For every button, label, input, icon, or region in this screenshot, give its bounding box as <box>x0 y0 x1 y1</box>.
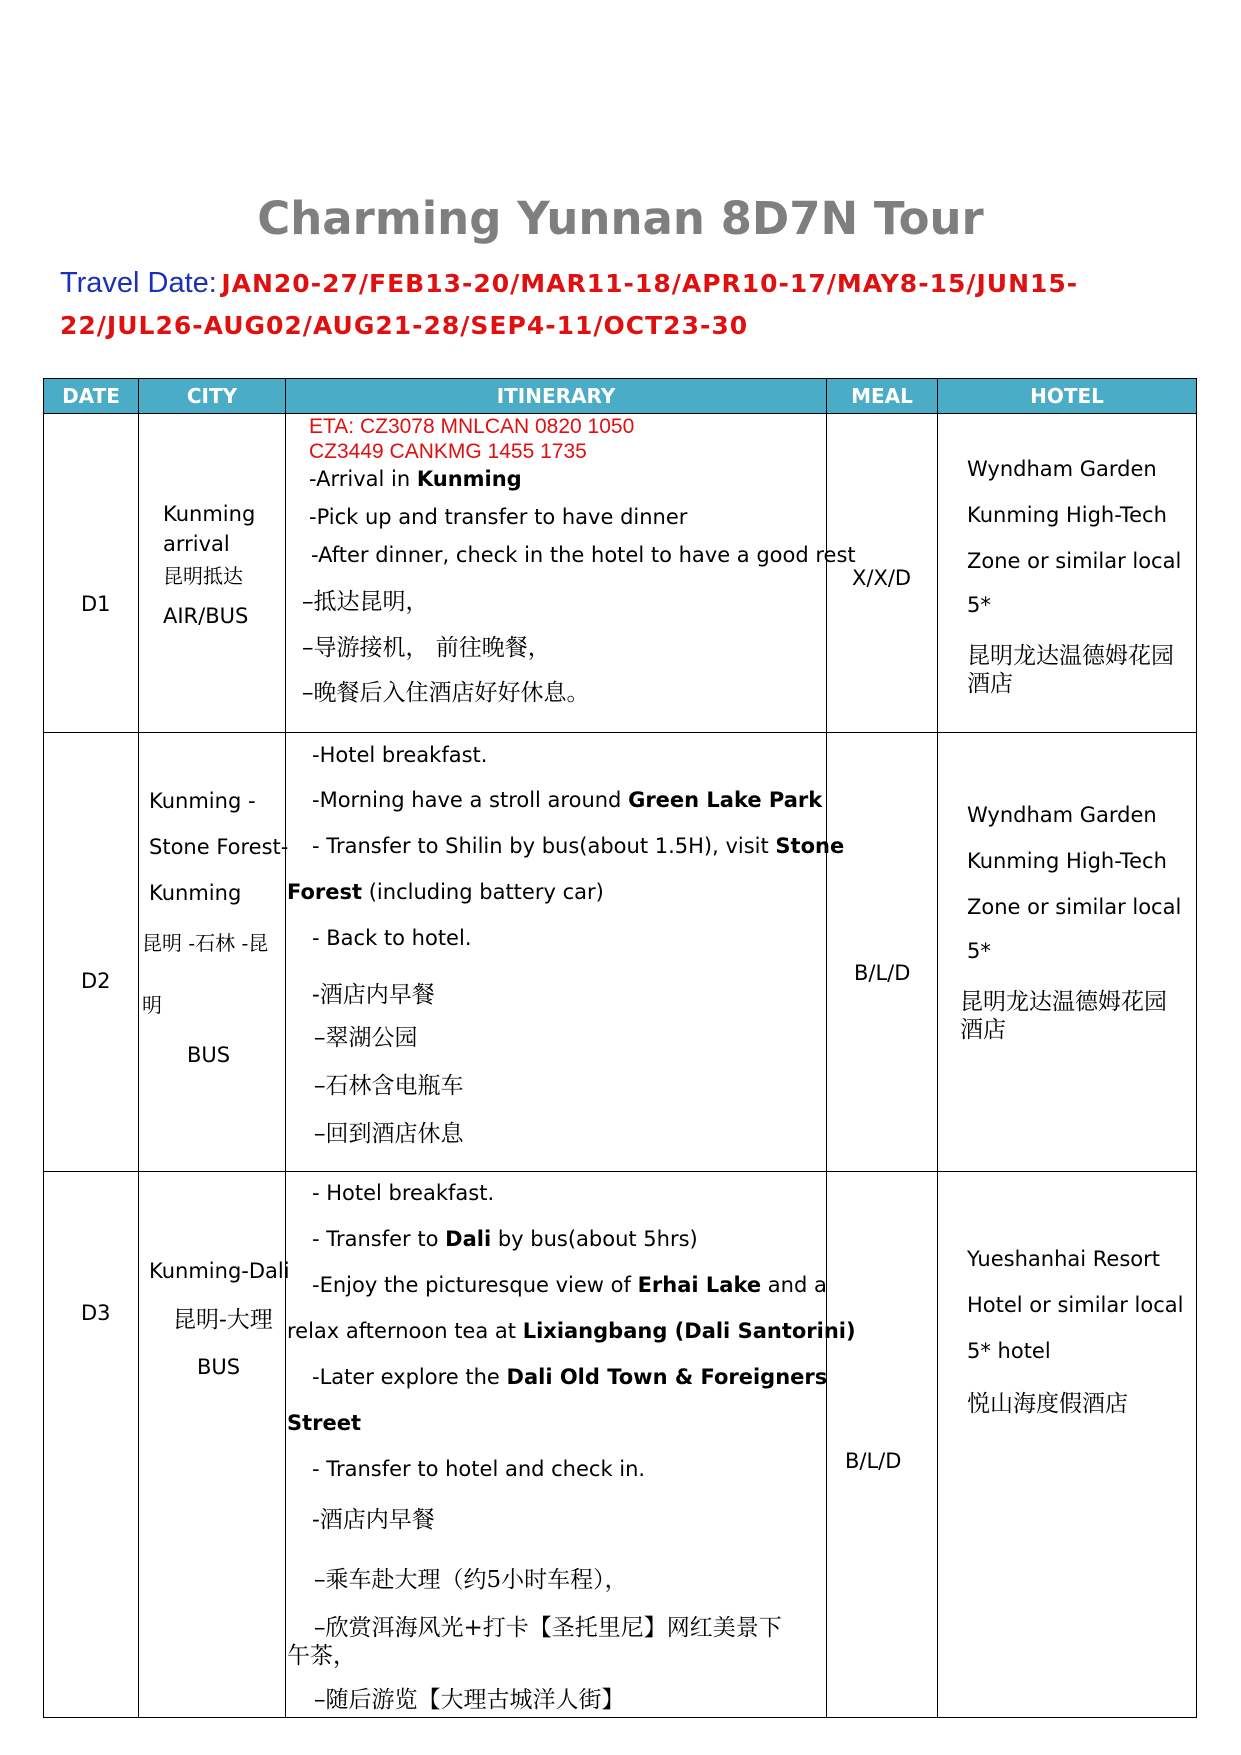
column-divider <box>138 379 139 1717</box>
itinerary-line: - Transfer to hotel and check in. <box>312 1457 646 1481</box>
itinerary-line: 午茶， <box>287 1643 356 1669</box>
day-label: D2 <box>81 969 111 993</box>
travel-date-label: Travel Date: <box>60 267 217 299</box>
itinerary-line: –随后游览【大理古城洋人街】 <box>314 1687 625 1713</box>
hotel-line: Kunming High-Tech <box>967 503 1167 527</box>
itinerary-line: - Hotel breakfast. <box>312 1181 495 1205</box>
hotel-line: 悦山海度假酒店 <box>967 1391 1128 1417</box>
hotel-line: Wyndham Garden <box>967 803 1157 827</box>
itinerary-line: –乘车赴大理（约5小时车程）， <box>314 1567 628 1593</box>
hotel-line: 昆明龙达温德姆花园 <box>967 643 1174 669</box>
transport-label: BUS <box>187 1043 231 1067</box>
itinerary-line: - Back to hotel. <box>312 926 472 950</box>
itinerary-line: -Pick up and transfer to have dinner <box>309 505 688 529</box>
eta-flight-1: ETA: CZ3078 MNLCAN 0820 1050 <box>309 415 635 438</box>
itinerary-line: -Later explore the Dali Old Town & Foreigners <box>312 1365 828 1389</box>
itinerary-line: –翠湖公园 <box>314 1025 418 1051</box>
hotel-line: Zone or similar local <box>967 895 1182 919</box>
city-line: Kunming <box>149 881 242 905</box>
itinerary-line: Street <box>287 1411 362 1435</box>
city-line: Kunming <box>163 502 256 526</box>
meal-code: B/L/D <box>845 1449 902 1473</box>
itinerary-line: -Enjoy the picturesque view of Erhai Lake and a <box>312 1273 827 1297</box>
travel-date-line <box>60 264 1200 349</box>
hotel-line: Wyndham Garden <box>967 457 1157 481</box>
transport-label: BUS <box>197 1355 241 1379</box>
itinerary-line: relax afternoon tea at Lixiangbang (Dali Santorini) <box>287 1319 856 1343</box>
city-line: Kunming - <box>149 789 256 813</box>
itinerary-line: -酒店内早餐 <box>312 1507 435 1533</box>
itinerary-line: -Arrival in Kunming <box>309 467 522 491</box>
itinerary-line: –导游接机， 前往晚餐， <box>302 635 551 661</box>
day-label: D3 <box>81 1301 111 1325</box>
city-line: 昆明抵达 <box>163 564 243 588</box>
hotel-line: 酒店 <box>967 671 1013 697</box>
document-title: Charming Yunnan 8D7N Tour <box>257 192 984 245</box>
itinerary-line: –石林含电瓶车 <box>314 1073 464 1099</box>
header-city: CITY <box>139 379 285 413</box>
hotel-line: 5* <box>967 593 991 617</box>
itinerary-line: –回到酒店休息 <box>314 1121 464 1147</box>
transport-label: AIR/BUS <box>163 604 249 628</box>
header-hotel: HOTEL <box>938 379 1196 413</box>
hotel-line: Hotel or similar local <box>967 1293 1184 1317</box>
itinerary-line: –抵达昆明， <box>302 589 429 615</box>
itinerary-line: -酒店内早餐 <box>312 982 435 1008</box>
travel-dates: JAN20-27/FEB13-20/MAR11-18/APR10-17/MAY8-15/JUN15-22/JUL26-AUG02/AUG21-28/SEP4-11/OCT23-30 <box>60 269 1079 340</box>
meal-code: B/L/D <box>854 961 911 985</box>
itinerary-table <box>43 378 1197 1718</box>
city-line: arrival <box>163 532 230 556</box>
itinerary-line: –晚餐后入住酒店好好休息。 <box>302 680 590 706</box>
header-meal: MEAL <box>827 379 937 413</box>
itinerary-line: Forest (including battery car) <box>287 880 604 904</box>
header-date: DATE <box>44 379 138 413</box>
row-divider <box>44 1171 1196 1172</box>
city-line: Stone Forest- <box>149 835 289 859</box>
column-divider <box>826 379 827 1717</box>
column-divider <box>937 379 938 1717</box>
meal-code: X/X/D <box>852 566 912 590</box>
eta-flight-2: CZ3449 CANKMG 1455 1735 <box>309 440 587 463</box>
hotel-line: Kunming High-Tech <box>967 849 1167 873</box>
city-line: Kunming-Dali <box>149 1259 290 1283</box>
city-line: 昆明 -石林 -昆 <box>142 931 269 955</box>
hotel-line: 昆明龙达温德姆花园 <box>960 989 1167 1015</box>
itinerary-line: -Hotel breakfast. <box>312 743 488 767</box>
row-divider <box>44 732 1196 733</box>
itinerary-line: - Transfer to Dali by bus(about 5hrs) <box>312 1227 698 1251</box>
row-divider <box>44 413 1196 414</box>
itinerary-line: - Transfer to Shilin by bus(about 1.5H), visit Stone <box>312 834 845 858</box>
itinerary-line: -After dinner, check in the hotel to have a good rest <box>311 543 856 567</box>
header-itinerary: ITINERARY <box>286 379 826 413</box>
hotel-line: Zone or similar local <box>967 549 1182 573</box>
city-line: 昆明-大理 <box>173 1307 273 1333</box>
day-label: D1 <box>81 592 111 616</box>
hotel-line: 酒店 <box>960 1017 1006 1043</box>
hotel-line: 5* <box>967 939 991 963</box>
hotel-line: Yueshanhai Resort <box>967 1247 1160 1271</box>
hotel-line: 5* hotel <box>967 1339 1051 1363</box>
itinerary-line: –欣赏洱海风光+打卡【圣托里尼】网红美景下 <box>314 1615 782 1641</box>
itinerary-line: -Morning have a stroll around Green Lake Park <box>312 788 823 812</box>
column-divider <box>285 379 286 1717</box>
city-line: 明 <box>142 993 162 1017</box>
